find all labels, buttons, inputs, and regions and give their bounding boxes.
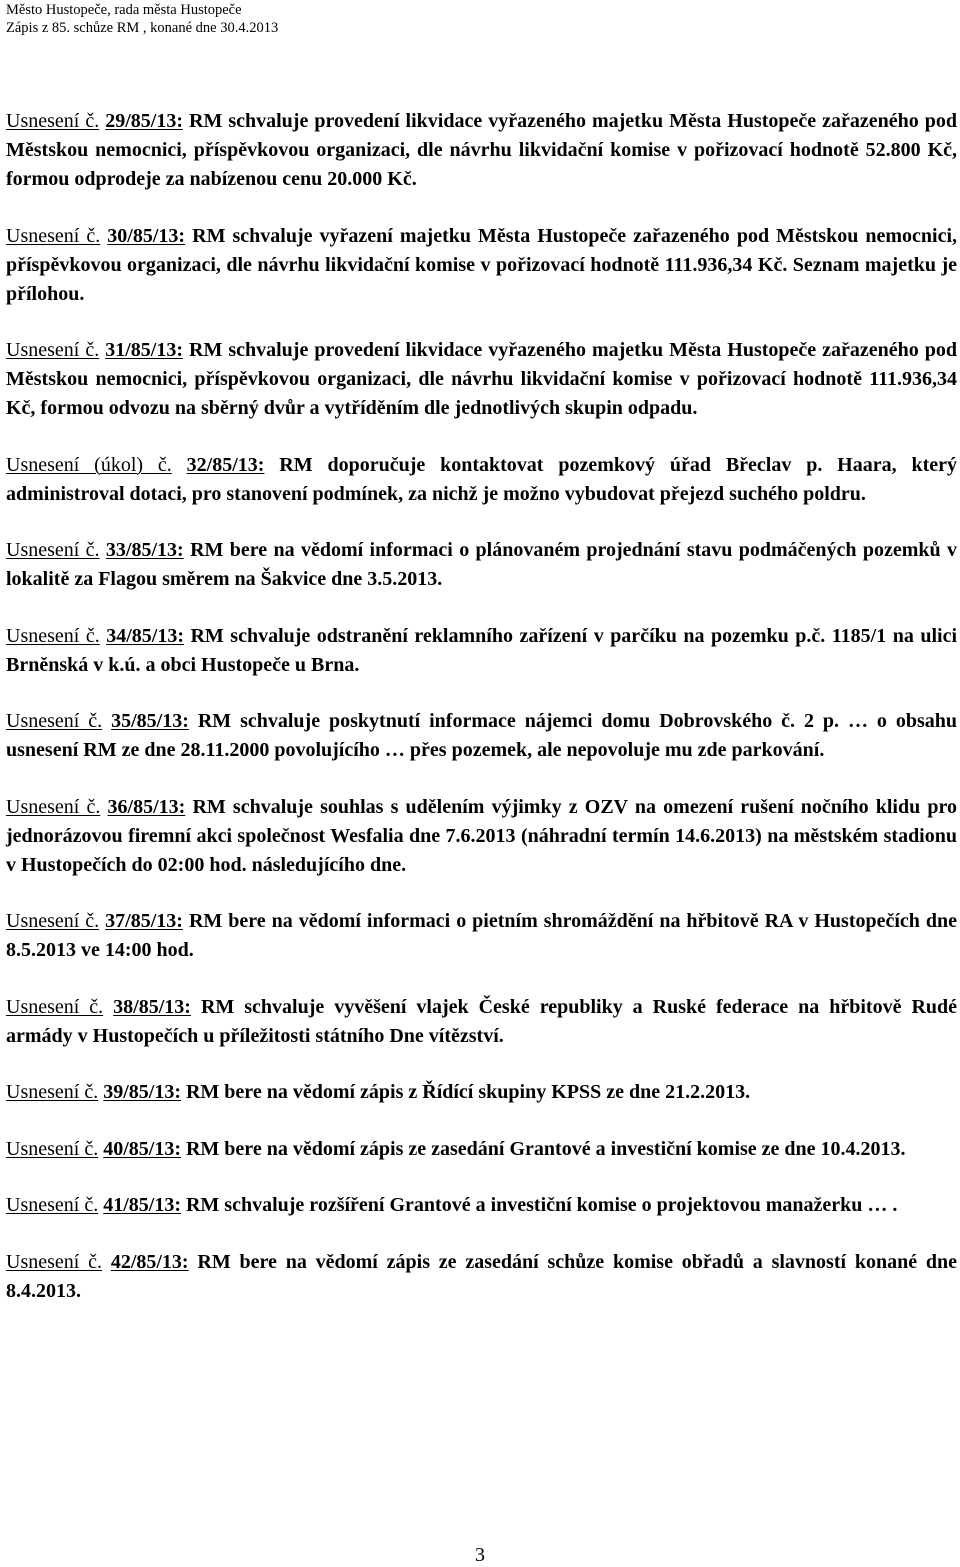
- resolution-number: 42/85/13:: [110, 1250, 189, 1273]
- resolution-30: [6, 222, 957, 309]
- resolution-31: [6, 336, 957, 423]
- resolution-text: RM bere na vědomí zápis z Řídící skupiny KPSS ze dne 21.2.2013.: [185, 1081, 751, 1103]
- resolution-number: 41/85/13:: [103, 1194, 181, 1216]
- resolution-text: RM bere na vědomí zápis ze zasedání schůze komise obřadů a slavností konané dne 8.4.2013.: [6, 1250, 958, 1302]
- header-council-name: Město Hustopeče, rada města Hustopeče: [6, 2, 242, 18]
- resolution-label: Usnesení č.: [6, 1137, 99, 1160]
- resolution-label: Usnesení č.: [6, 539, 100, 561]
- resolution-label: Usnesení (úkol) č.: [6, 453, 172, 476]
- resolution-number: 33/85/13:: [105, 539, 184, 561]
- resolutions-list: [6, 107, 957, 1333]
- resolution-label: Usnesení č.: [6, 795, 101, 818]
- resolution-32: [6, 451, 957, 509]
- resolution-text: RM schvaluje provedení likvidace vyřazeného majetku Města Hustopeče zařazeného pod Městskou nemocnici, příspěvkovou organizaci, dle návrhu likvidační komise v pořizovací hodnotě 52.800 Kč, formou odprodeje za nabízenou cenu 20.000 Kč.: [6, 110, 958, 190]
- page-header: [6, 1, 278, 37]
- resolution-36: [6, 793, 957, 880]
- resolution-text: RM schvaluje rozšíření Grantové a investiční komise o projektovou manažerku … .: [185, 1194, 898, 1216]
- resolution-text: RM schvaluje odstranění reklamního zařízení v parčíku na pozemku p.č. 1185/1 na ulici Brněnská v k.ú. a obci Hustopeče u Brna.: [6, 624, 958, 676]
- resolution-text: RM bere na vědomí informaci o plánovaném projednání stavu podmáčených pozemků v lokalitě za Flagou směrem na Šakvice dne 3.5.2013.: [6, 539, 958, 590]
- resolution-text: RM doporučuje kontaktovat pozemkový úřad Břeclav p. Haara, který administroval dotaci, pro stanovení podmínek, za nichž je možno vybudovat přejezd suchého poldru.: [6, 453, 958, 505]
- resolution-number: 39/85/13:: [103, 1081, 181, 1103]
- resolution-number: 31/85/13:: [105, 339, 183, 361]
- resolution-label: Usnesení č.: [6, 710, 103, 732]
- resolution-text: RM schvaluje vyřazení majetku Města Hustopeče zařazeného pod Městskou nemocnici, příspěvkovou organizaci, dle návrhu likvidační komise v pořizovací hodnotě 111.936,34 Kč. Seznam majetku je přílohou.: [6, 224, 958, 305]
- resolution-40: [6, 1135, 957, 1164]
- resolution-29: [6, 107, 957, 194]
- resolution-label: Usnesení č.: [6, 910, 100, 932]
- resolution-number: 34/85/13:: [106, 624, 184, 647]
- resolution-text: RM schvaluje souhlas s udělením výjimky z OZV na omezení rušení nočního klidu pro jednorázovou firemní akci společnost Wesfalia dne 7.6.2013 (náhradní termín 14.6.2013) na městském stadionu v Hustopečích do 02:00 hod. následujícího dne.: [6, 795, 958, 876]
- resolution-label: Usnesení č.: [6, 1250, 102, 1273]
- resolution-41: [6, 1191, 957, 1220]
- resolution-number: 37/85/13:: [105, 910, 183, 932]
- resolution-number: 29/85/13:: [105, 110, 183, 132]
- resolution-label: Usnesení č.: [6, 110, 100, 132]
- resolution-number: 32/85/13:: [186, 453, 265, 476]
- resolution-text: RM schvaluje poskytnutí informace nájemci domu Dobrovského č. 2 p. … o obsahu usnesení RM ze dne 28.11.2000 povolujícího … přes pozemek, ale nepovoluje mu zde parkování.: [6, 710, 958, 761]
- resolution-text: RM bere na vědomí informaci o pietním shromáždění na hřbitově RA v Hustopečích dne 8.5.2013 ve 14:00 hod.: [6, 910, 958, 961]
- resolution-number: 30/85/13:: [107, 224, 186, 247]
- resolution-34: [6, 622, 957, 680]
- resolution-label: Usnesení č.: [6, 624, 100, 647]
- resolution-37: [6, 907, 957, 965]
- resolution-label: Usnesení č.: [6, 1081, 99, 1103]
- resolution-text: RM bere na vědomí zápis ze zasedání Grantové a investiční komise ze dne 10.4.2013.: [185, 1137, 906, 1160]
- resolution-number: 38/85/13:: [113, 995, 191, 1018]
- resolution-35: [6, 707, 957, 765]
- resolution-number: 40/85/13:: [103, 1137, 181, 1160]
- header-minutes-title: Zápis z 85. schůze RM , konané dne 30.4.2013: [6, 20, 279, 36]
- resolution-label: Usnesení č.: [6, 339, 100, 361]
- resolution-text: RM schvaluje vyvěšení vlajek České republiky a Ruské federace na hřbitově Rudé armády v Hustopečích u příležitosti státního Dne vítězství.: [6, 995, 958, 1047]
- resolution-number: 35/85/13:: [111, 710, 189, 732]
- resolution-33: [6, 536, 957, 594]
- resolution-label: Usnesení č.: [6, 1194, 99, 1216]
- resolution-label: Usnesení č.: [6, 224, 101, 247]
- resolution-label: Usnesení č.: [6, 995, 104, 1018]
- resolution-42: [6, 1248, 957, 1306]
- resolution-text: RM schvaluje provedení likvidace vyřazeného majetku Města Hustopeče zařazeného pod Městskou nemocnici, příspěvkovou organizaci, dle návrhu likvidační komise v pořizovací hodnotě 111.936,34 Kč, formou odvozu na sběrný dvůr a vytříděním dle jednotlivých skupin odpadu.: [6, 339, 958, 419]
- resolution-number: 36/85/13:: [107, 795, 186, 818]
- page-number: 3: [475, 1544, 485, 1566]
- resolution-39: [6, 1078, 957, 1107]
- resolution-38: [6, 993, 957, 1051]
